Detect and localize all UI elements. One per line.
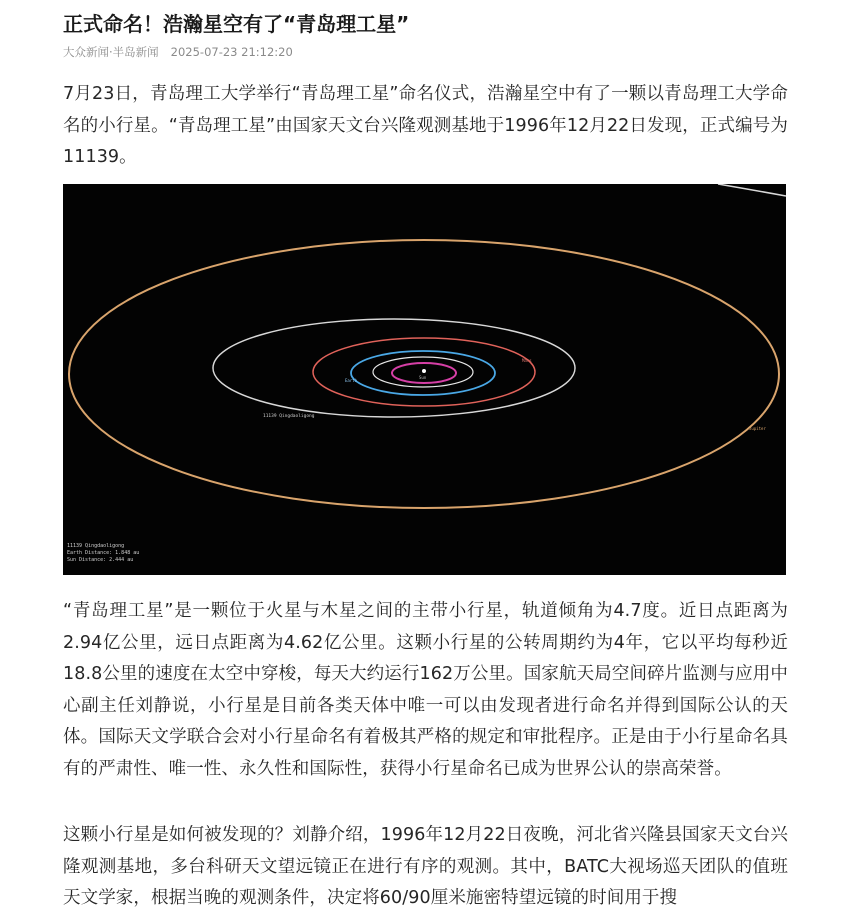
article-date: 2025-07-23 21:12:20: [170, 45, 293, 59]
article-title: 正式命名！浩瀚星空有了“青岛理工星”: [63, 12, 410, 36]
article: [63, 0, 788, 908]
article-paragraph: 这颗小行星是如何被发现的？刘静介绍，1996年12月22日夜晚，河北省兴隆县国家天文台兴隆观测基地，多台科研天文望远镜正在进行有序的观测。其中，BATC大视场巡天团队的值班天文学家，根据当晚的观测条件，决定将60/90厘米施密特望远镜的时间用于搜: [63, 825, 788, 908]
earth-label: Earth: [345, 378, 358, 383]
sun-label: Sun: [419, 375, 427, 380]
info-earth-distance: Earth Distance: 1.848 au: [67, 550, 140, 556]
asteroid-label: 11139 Qingdaoligong: [263, 414, 315, 419]
sun-marker: [422, 369, 426, 373]
jupiter-label: Jupiter: [749, 426, 766, 431]
info-asteroid-name: 11139 Qingdaoligong: [67, 543, 125, 549]
info-sun-distance: Sun Distance: 2.444 au: [67, 557, 134, 563]
article-source[interactable]: 大众新闻·半岛新闻: [63, 45, 159, 59]
article-paragraph: “青岛理工星”是一颗位于火星与木星之间的主带小行星，轨道倾角为4.7度。近日点距离为2.94亿公里，远日点距离为4.62亿公里。这颗小行星的公转周期约为4年，它以平均每秒近18.8公里的速度在太空中穿梭，每天大约运行162万公里。国家航天局空间碎片监测与应用中心副主任刘静说，小行星是目前各类天体中唯一可以由发现者进行命名并得到国际公认的天体。国际天文学联合会对小行星命名有着极其严格的规定和审批程序。正是由于小行星命名具有的严肃性、唯一性、永久性和国际性，获得小行星命名已成为世界公认的崇高荣誉。: [63, 601, 788, 779]
article-meta: [63, 44, 788, 60]
orbit-diagram: [63, 184, 786, 575]
article-paragraph: 7月23日，青岛理工大学举行“青岛理工星”命名仪式，浩瀚星空中有了一颗以青岛理工大学命名的小行星。“青岛理工星”由国家天文台兴隆观测基地于1996年12月22日发现，正式编号为11139。: [63, 84, 788, 167]
mars-label: Mars: [522, 358, 532, 363]
orbit-diagram-image: [63, 184, 786, 575]
